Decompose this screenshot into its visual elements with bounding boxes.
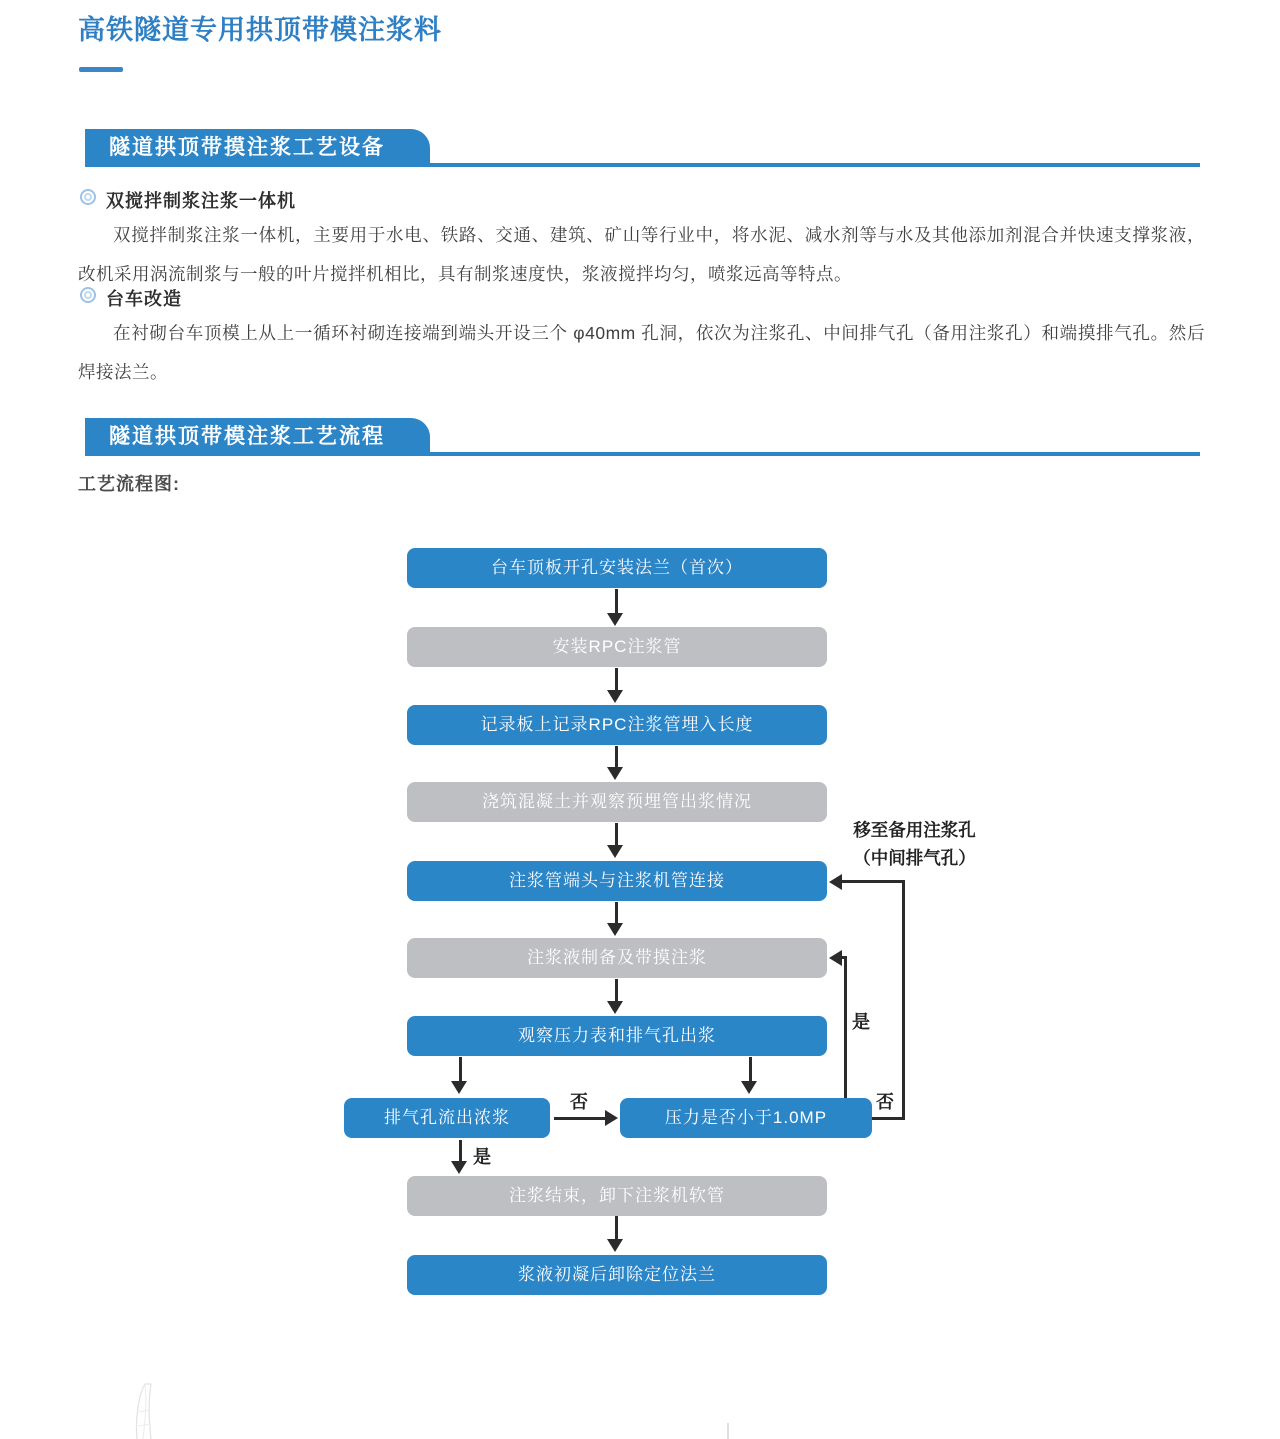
paragraph-trolley: 在衬砌台车顶模上从上一循环衬砌连接端到端头开设三个 φ40mm 孔洞，依次为注浆孔、中间排气孔（备用注浆孔）和端摸排气孔。然后焊接法兰。 (78, 323, 1205, 382)
down-arrow-icon (607, 690, 623, 703)
flow-arrow-segment (554, 1117, 606, 1120)
down-arrow-icon (741, 1081, 757, 1094)
left-arrow-icon (829, 950, 842, 966)
down-arrow-icon (451, 1081, 467, 1094)
flow-arrow-segment (749, 1057, 752, 1083)
ring-bullet-icon (80, 189, 96, 205)
flow-node-connect-machine: 注浆管端头与注浆机管连接 (407, 861, 827, 901)
footer-faint-line (727, 1423, 729, 1439)
flow-arrow-segment (459, 1140, 462, 1163)
flow-node-finish-remove-hose: 注浆结束，卸下注浆机软管 (407, 1176, 827, 1216)
flow-label-yes-loop: 是 (852, 1012, 870, 1032)
paragraph-mixer: 双搅拌制浆注浆一体机，主要用于水电、铁路、交通、建筑、矿山等行业中，将水泥、减水剂等与水及其他添加剂混合并快速支撑浆液，改机采用涡流制浆与一般的叶片搅拌机相比，具有制浆速度快，浆液搅拌均匀，喷浆远高等特点。 (78, 225, 1205, 284)
flow-arrow-segment (615, 589, 618, 615)
flow-arrow-segment (459, 1057, 462, 1083)
down-arrow-icon (451, 1161, 467, 1174)
flow-node-pressure-check: 压力是否小于1.0MP (620, 1098, 872, 1138)
flow-arrow-segment (842, 880, 905, 883)
loop-note (842, 816, 987, 872)
flow-label-yes-down: 是 (473, 1147, 491, 1167)
flow-arrow-segment (615, 746, 618, 769)
flow-arrow-segment (844, 958, 847, 1098)
title-underline (79, 67, 123, 72)
flow-label-no-between: 否 (570, 1092, 588, 1112)
flow-node-install-flange: 台车顶板开孔安装法兰（首次） (407, 548, 827, 588)
ring-bullet-icon (80, 287, 96, 303)
flow-node-observe-gauge: 观察压力表和排气孔出浆 (407, 1016, 827, 1056)
flow-label-no-loop: 否 (876, 1092, 894, 1112)
down-arrow-icon (607, 1239, 623, 1252)
loop-note-line1: 移至备用注浆孔 (853, 820, 976, 840)
section-banner-process: 隧道拱顶带模注浆工艺流程 (85, 418, 430, 456)
bullet-heading-mixer: 双搅拌制浆注浆一体机 (106, 191, 296, 211)
down-arrow-icon (607, 845, 623, 858)
flow-arrow-segment (615, 823, 618, 847)
flow-node-install-rpc-pipe: 安装RPC注浆管 (407, 627, 827, 667)
section-banner-equipment: 隧道拱顶带摸注浆工艺设备 (85, 129, 430, 167)
flow-arrow-segment (615, 668, 618, 692)
flow-arrow-segment (615, 902, 618, 925)
flow-node-record-length: 记录板上记录RPC注浆管埋入长度 (407, 705, 827, 745)
watermark-tower-sketch (115, 1382, 190, 1439)
flow-arrow-segment (902, 881, 905, 1119)
flow-node-thick-grout-out: 排气孔流出浓浆 (344, 1098, 550, 1138)
loop-note-line2: （中间排气孔） (853, 848, 976, 868)
page-title: 高铁隧道专用拱顶带模注浆料 (78, 15, 442, 45)
flowchart-caption: 工艺流程图: (78, 474, 180, 494)
banner-rule-equipment (85, 163, 1200, 167)
flow-arrow-segment (615, 1216, 618, 1241)
down-arrow-icon (607, 767, 623, 780)
down-arrow-icon (607, 613, 623, 626)
banner-rule-process (85, 452, 1200, 456)
flow-node-remove-flange: 浆液初凝后卸除定位法兰 (407, 1255, 827, 1295)
left-arrow-icon (829, 874, 842, 890)
down-arrow-icon (607, 1001, 623, 1014)
flow-arrow-segment (872, 1117, 905, 1120)
down-arrow-icon (607, 923, 623, 936)
bullet-heading-trolley: 台车改造 (106, 289, 182, 309)
right-arrow-icon (605, 1110, 618, 1126)
flow-node-prepare-grout: 注浆液制备及带摸注浆 (407, 938, 827, 978)
flow-node-pour-concrete: 浇筑混凝土并观察预埋管出浆情况 (407, 782, 827, 822)
flow-arrow-segment (615, 979, 618, 1003)
